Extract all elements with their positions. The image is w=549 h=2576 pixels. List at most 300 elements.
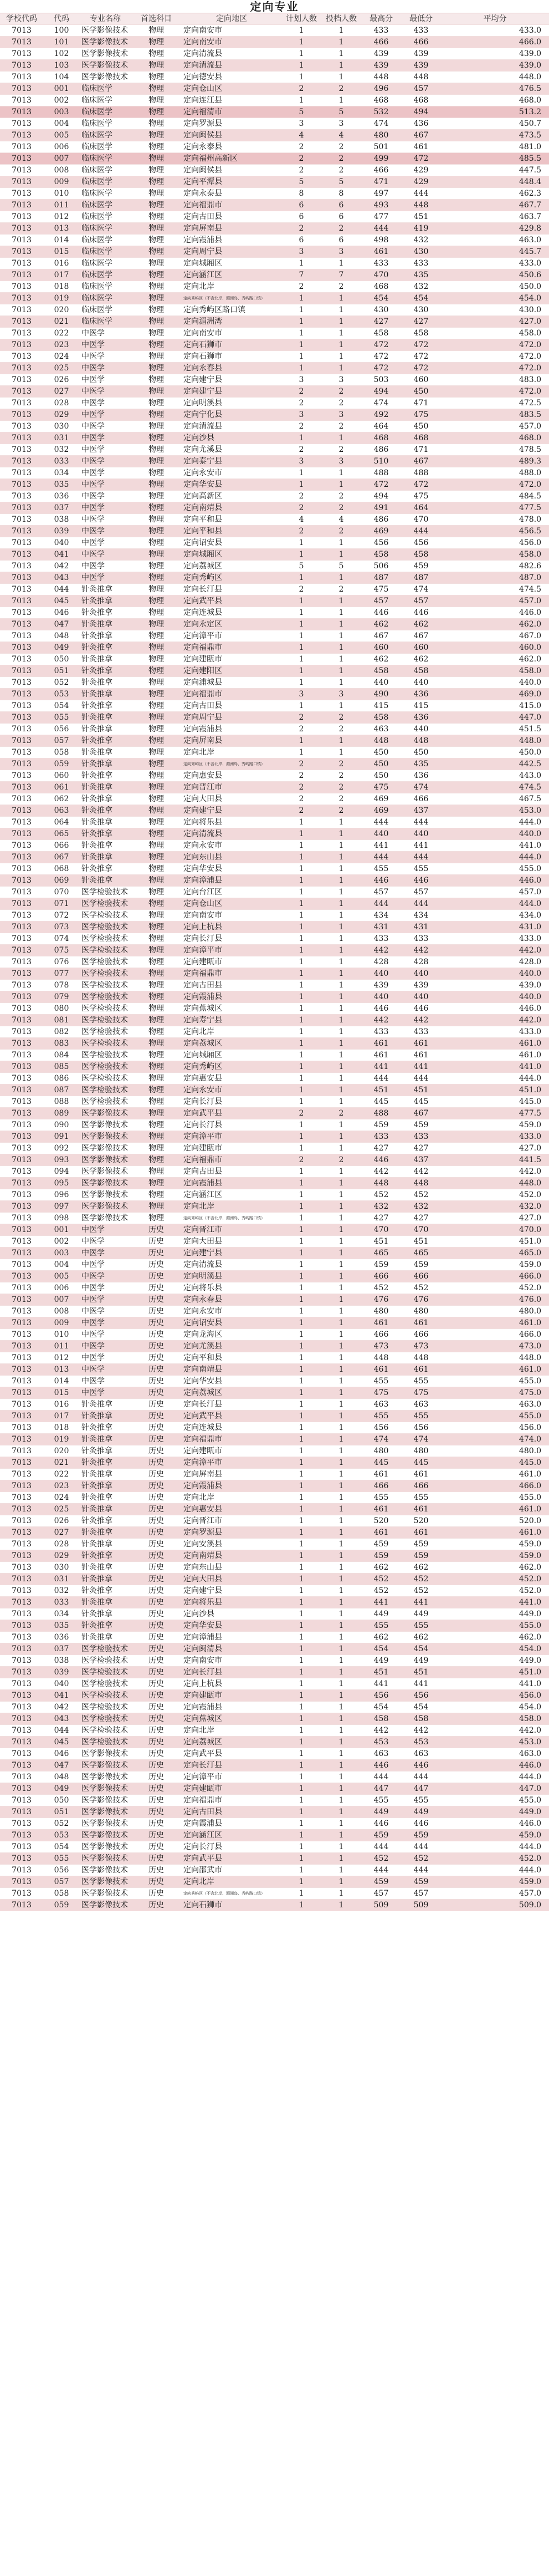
cell-avg-score: 459.0 [441,1539,549,1550]
cell-min-score: 474 [401,1434,441,1445]
cell-code: 055 [43,1853,80,1865]
cell-region: 定向华安县 [182,1620,281,1632]
cell-subject: 物理 [131,60,182,72]
table-row [0,584,549,595]
cell-admit-count: 2 [321,526,361,537]
cell-plan-count: 1 [281,304,321,316]
cell-max-score: 430 [361,304,401,316]
cell-avg-score: 458.0 [441,549,549,561]
cell-avg-score: 441.0 [441,840,549,852]
cell-admit-count: 1 [321,852,361,863]
cell-school-code: 7013 [0,1376,43,1387]
cell-avg-score: 454.0 [441,1643,549,1655]
table-row [0,1166,549,1178]
cell-subject: 物理 [131,712,182,724]
cell-plan-count: 2 [281,165,321,176]
cell-code: 057 [43,735,80,747]
cell-subject: 物理 [131,176,182,188]
cell-subject: 物理 [131,1015,182,1026]
cell-region: 定向浦城县 [182,677,281,689]
table-row [0,1806,549,1818]
cell-min-score: 447 [401,1783,441,1795]
cell-avg-score: 441.0 [441,1597,549,1608]
cell-admit-count: 1 [321,1550,361,1562]
header-admit-count: 投档人数 [321,13,361,25]
cell-max-score: 449 [361,1655,401,1667]
cell-major: 医学检验技术 [80,1003,131,1015]
cell-admit-count: 1 [321,887,361,898]
cell-subject: 历史 [131,1434,182,1445]
cell-max-score: 458 [361,328,401,339]
cell-major: 医学检验技术 [80,1737,131,1748]
cell-school-code: 7013 [0,1620,43,1632]
cell-region: 定向长汀县 [182,1399,281,1411]
table-row [0,1574,549,1585]
cell-plan-count: 1 [281,1853,321,1865]
cell-school-code: 7013 [0,1795,43,1806]
cell-school-code: 7013 [0,595,43,607]
cell-major: 医学检验技术 [80,922,131,933]
cell-admit-count: 2 [321,153,361,165]
table-row [0,1643,549,1655]
cell-max-score: 459 [361,1876,401,1888]
cell-avg-score: 476.5 [441,83,549,95]
cell-region: 定向罗源县 [182,1527,281,1539]
cell-school-code: 7013 [0,887,43,898]
table-row [0,805,549,817]
cell-admit-count: 1 [321,1282,361,1294]
cell-code: 059 [43,1900,80,1911]
cell-code: 078 [43,980,80,991]
cell-major: 中医学 [80,363,131,374]
cell-plan-count: 1 [281,1015,321,1026]
cell-plan-count: 1 [281,479,321,491]
table-row [0,922,549,933]
cell-region: 定向连城县 [182,1422,281,1434]
cell-plan-count: 1 [281,1003,321,1015]
cell-avg-score: 432.0 [441,1201,549,1213]
cell-max-score: 472 [361,339,401,351]
cell-subject: 物理 [131,1108,182,1119]
cell-min-score: 456 [401,1422,441,1434]
table-row [0,607,549,619]
cell-plan-count: 1 [281,991,321,1003]
cell-code: 004 [43,118,80,130]
cell-school-code: 7013 [0,875,43,887]
cell-school-code: 7013 [0,1574,43,1585]
cell-admit-count: 1 [321,1678,361,1690]
cell-admit-count: 2 [321,165,361,176]
cell-code: 021 [43,316,80,328]
cell-school-code: 7013 [0,165,43,176]
cell-max-score: 450 [361,758,401,770]
cell-plan-count: 1 [281,1411,321,1422]
cell-major: 中医学 [80,386,131,398]
cell-max-score: 455 [361,1620,401,1632]
cell-subject: 历史 [131,1271,182,1282]
cell-major: 临床医学 [80,95,131,106]
cell-plan-count: 1 [281,1329,321,1341]
table-row [0,1434,549,1445]
cell-region: 定向福鼎市 [182,968,281,980]
cell-admit-count: 1 [321,840,361,852]
cell-avg-score: 476.0 [441,1294,549,1306]
cell-max-score: 449 [361,1608,401,1620]
cell-school-code: 7013 [0,712,43,724]
cell-avg-score: 456.0 [441,1690,549,1702]
cell-code: 011 [43,1341,80,1352]
cell-admit-count: 1 [321,595,361,607]
cell-plan-count: 1 [281,1026,321,1038]
cell-max-score: 452 [361,1574,401,1585]
cell-avg-score: 439.0 [441,48,549,60]
cell-subject: 物理 [131,689,182,700]
cell-plan-count: 1 [281,537,321,549]
cell-code: 043 [43,1713,80,1725]
table-row [0,956,549,968]
cell-region: 定向福州高新区 [182,153,281,165]
cell-min-score: 453 [401,1737,441,1748]
cell-plan-count: 1 [281,828,321,840]
cell-region: 定向清流县 [182,1259,281,1271]
cell-avg-score: 489.3 [441,456,549,467]
cell-admit-count: 1 [321,1015,361,1026]
cell-subject: 物理 [131,887,182,898]
cell-major: 针灸推拿 [80,677,131,689]
cell-subject: 物理 [131,25,182,37]
cell-major: 针灸推拿 [80,782,131,793]
cell-max-score: 455 [361,1795,401,1806]
table-row [0,1259,549,1271]
cell-plan-count: 2 [281,770,321,782]
cell-plan-count: 2 [281,223,321,235]
cell-subject: 历史 [131,1376,182,1387]
cell-min-score: 464 [401,502,441,514]
cell-major: 临床医学 [80,258,131,269]
cell-avg-score: 442.5 [441,758,549,770]
cell-school-code: 7013 [0,1213,43,1224]
cell-max-score: 454 [361,293,401,304]
cell-admit-count: 1 [321,619,361,630]
cell-max-score: 467 [361,630,401,642]
cell-avg-score: 472.0 [441,351,549,363]
cell-admit-count: 1 [321,898,361,910]
cell-school-code: 7013 [0,1271,43,1282]
cell-plan-count: 1 [281,1143,321,1154]
cell-code: 016 [43,1399,80,1411]
cell-plan-count: 2 [281,502,321,514]
cell-school-code: 7013 [0,1306,43,1317]
cell-min-score: 451 [401,1236,441,1248]
cell-min-score: 457 [401,887,441,898]
cell-plan-count: 1 [281,339,321,351]
cell-region: 定向北岸 [182,1492,281,1504]
cell-major: 中医学 [80,1376,131,1387]
cell-admit-count: 1 [321,968,361,980]
cell-plan-count: 1 [281,1306,321,1317]
cell-subject: 物理 [131,269,182,281]
cell-admit-count: 1 [321,1771,361,1783]
cell-school-code: 7013 [0,444,43,456]
cell-avg-score: 455.0 [441,1795,549,1806]
cell-code: 028 [43,1539,80,1550]
cell-admit-count: 1 [321,1341,361,1352]
cell-subject: 物理 [131,456,182,467]
cell-avg-score: 477.5 [441,502,549,514]
cell-avg-score: 470.0 [441,1224,549,1236]
cell-region: 定向诏安县 [182,537,281,549]
cell-subject: 物理 [131,386,182,398]
cell-region: 定向荔城区 [182,1038,281,1050]
cell-major: 医学检验技术 [80,1667,131,1678]
cell-major: 针灸推拿 [80,1434,131,1445]
cell-max-score: 446 [361,1818,401,1830]
cell-avg-score: 461.0 [441,1469,549,1480]
cell-subject: 历史 [131,1504,182,1515]
cell-min-score: 433 [401,933,441,945]
cell-plan-count: 1 [281,549,321,561]
cell-min-score: 444 [401,1841,441,1853]
cell-code: 069 [43,875,80,887]
table-row [0,1050,549,1061]
cell-school-code: 7013 [0,1760,43,1771]
cell-school-code: 7013 [0,910,43,922]
cell-admit-count: 1 [321,1841,361,1853]
cell-admit-count: 1 [321,1888,361,1900]
table-row [0,235,549,246]
cell-subject: 物理 [131,1085,182,1096]
cell-school-code: 7013 [0,805,43,817]
cell-region: 定向北岸 [182,1876,281,1888]
cell-major: 医学检验技术 [80,1050,131,1061]
cell-avg-score: 463.0 [441,1399,549,1411]
table-row [0,351,549,363]
table-row [0,665,549,677]
cell-subject: 历史 [131,1771,182,1783]
cell-subject: 物理 [131,630,182,642]
cell-school-code: 7013 [0,1329,43,1341]
table-row [0,933,549,945]
cell-school-code: 7013 [0,1003,43,1015]
cell-admit-count: 1 [321,1294,361,1306]
cell-school-code: 7013 [0,467,43,479]
cell-plan-count: 2 [281,712,321,724]
cell-school-code: 7013 [0,304,43,316]
cell-subject: 物理 [131,1166,182,1178]
cell-plan-count: 1 [281,328,321,339]
cell-subject: 物理 [131,1073,182,1085]
cell-region: 定向华安县 [182,479,281,491]
cell-major: 医学影像技术 [80,1131,131,1143]
cell-plan-count: 1 [281,316,321,328]
cell-school-code: 7013 [0,1178,43,1189]
cell-code: 044 [43,584,80,595]
cell-min-score: 475 [401,491,441,502]
cell-school-code: 7013 [0,980,43,991]
cell-subject: 物理 [131,141,182,153]
cell-plan-count: 1 [281,1667,321,1678]
cell-admit-count: 1 [321,1748,361,1760]
cell-subject: 物理 [131,724,182,735]
cell-avg-score: 415.0 [441,700,549,712]
cell-region: 定向永定区 [182,619,281,630]
cell-min-score: 461 [401,1504,441,1515]
cell-plan-count: 1 [281,1445,321,1457]
cell-plan-count: 1 [281,642,321,654]
cell-min-score: 460 [401,374,441,386]
cell-code: 001 [43,1224,80,1236]
cell-major: 针灸推拿 [80,665,131,677]
cell-avg-score: 441.0 [441,1061,549,1073]
cell-region: 定向秀屿区（不含北岸、湄洲岛、秀屿路口镇） [182,293,281,304]
cell-code: 054 [43,700,80,712]
table-row [0,1445,549,1457]
cell-region: 定向蕉城区 [182,1713,281,1725]
cell-subject: 物理 [131,293,182,304]
cell-plan-count: 1 [281,1643,321,1655]
cell-avg-score: 463.7 [441,211,549,223]
cell-min-score: 466 [401,1480,441,1492]
cell-avg-score: 452.0 [441,1574,549,1585]
cell-region: 定向南靖县 [182,1550,281,1562]
cell-plan-count: 2 [281,83,321,95]
cell-subject: 物理 [131,968,182,980]
cell-admit-count: 1 [321,1352,361,1364]
cell-code: 040 [43,1678,80,1690]
cell-school-code: 7013 [0,933,43,945]
cell-max-score: 501 [361,141,401,153]
cell-plan-count: 1 [281,1574,321,1585]
cell-admit-count: 1 [321,1387,361,1399]
cell-subject: 物理 [131,840,182,852]
cell-plan-count: 1 [281,1038,321,1050]
cell-region: 定向秀屿区 [182,1061,281,1073]
cell-major: 中医学 [80,491,131,502]
cell-max-score: 441 [361,1678,401,1690]
cell-region: 定向漳平市 [182,1457,281,1469]
cell-min-score: 468 [401,95,441,106]
cell-code: 054 [43,1841,80,1853]
cell-subject: 物理 [131,235,182,246]
cell-plan-count: 2 [281,491,321,502]
cell-avg-score: 488.0 [441,467,549,479]
cell-plan-count: 1 [281,1050,321,1061]
cell-max-score: 488 [361,1108,401,1119]
cell-region: 定向平和县 [182,514,281,526]
cell-code: 013 [43,1364,80,1376]
cell-code: 047 [43,619,80,630]
cell-code: 008 [43,1306,80,1317]
cell-subject: 历史 [131,1632,182,1643]
cell-avg-score: 456.0 [441,537,549,549]
cell-avg-score: 444.0 [441,1841,549,1853]
cell-admit-count: 1 [321,1818,361,1830]
cell-min-score: 448 [401,72,441,83]
cell-avg-score: 461.0 [441,1038,549,1050]
cell-school-code: 7013 [0,1236,43,1248]
table-row [0,1026,549,1038]
cell-major: 针灸推拿 [80,1585,131,1597]
cell-subject: 物理 [131,1119,182,1131]
cell-min-score: 450 [401,386,441,398]
cell-admit-count: 1 [321,1900,361,1911]
table-row [0,165,549,176]
cell-max-score: 471 [361,176,401,188]
table-row [0,1771,549,1783]
cell-plan-count: 1 [281,72,321,83]
cell-region: 定向寿宁县 [182,1015,281,1026]
cell-region: 定向惠安县 [182,1504,281,1515]
cell-subject: 历史 [131,1585,182,1597]
cell-avg-score: 454.0 [441,293,549,304]
table-row [0,1853,549,1865]
cell-major: 中医学 [80,479,131,491]
cell-avg-score: 448.0 [441,72,549,83]
cell-min-score: 463 [401,1748,441,1760]
header-school-code: 学校代码 [0,13,43,25]
cell-max-score: 496 [361,83,401,95]
cell-plan-count: 1 [281,1178,321,1189]
cell-school-code: 7013 [0,1492,43,1504]
cell-max-score: 428 [361,956,401,968]
cell-code: 097 [43,1201,80,1213]
cell-region: 定向沙县 [182,1608,281,1620]
table-row [0,1096,549,1108]
cell-major: 中医学 [80,339,131,351]
cell-major: 医学检验技术 [80,980,131,991]
cell-max-score: 461 [361,1364,401,1376]
cell-major: 针灸推拿 [80,1527,131,1539]
cell-admit-count: 2 [321,83,361,95]
cell-subject: 历史 [131,1690,182,1702]
cell-school-code: 7013 [0,619,43,630]
cell-avg-score: 444.0 [441,1771,549,1783]
cell-subject: 历史 [131,1352,182,1364]
cell-school-code: 7013 [0,1445,43,1457]
cell-max-score: 497 [361,188,401,200]
cell-admit-count: 1 [321,817,361,828]
cell-region: 定向湄洲湾 [182,316,281,328]
cell-min-score: 444 [401,188,441,200]
cell-plan-count: 1 [281,1201,321,1213]
table-row [0,514,549,526]
cell-plan-count: 2 [281,153,321,165]
cell-subject: 物理 [131,595,182,607]
cell-plan-count: 3 [281,118,321,130]
header-row [0,13,549,25]
cell-major: 临床医学 [80,269,131,281]
cell-region: 定向尤溪县 [182,444,281,456]
cell-school-code: 7013 [0,1585,43,1597]
cell-school-code: 7013 [0,817,43,828]
cell-avg-score: 448.0 [441,735,549,747]
cell-plan-count: 3 [281,409,321,421]
cell-region: 定向霞浦县 [182,991,281,1003]
cell-region: 定向清流县 [182,828,281,840]
cell-admit-count: 1 [321,1178,361,1189]
table-row [0,1795,549,1806]
cell-admit-count: 2 [321,398,361,409]
cell-region: 定向霞浦县 [182,235,281,246]
table-row [0,1224,549,1236]
cell-admit-count: 1 [321,1865,361,1876]
cell-code: 001 [43,83,80,95]
cell-major: 针灸推拿 [80,654,131,665]
table-row [0,316,549,328]
cell-subject: 历史 [131,1259,182,1271]
cell-avg-score: 453.0 [441,1737,549,1748]
cell-avg-score: 447.0 [441,712,549,724]
